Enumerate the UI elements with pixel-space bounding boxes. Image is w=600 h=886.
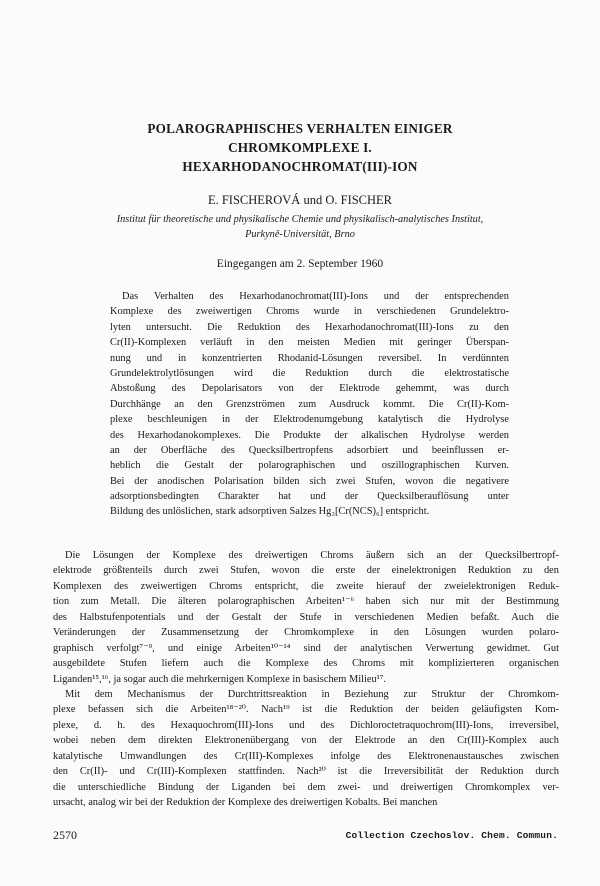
body-line: katalytische Umwandlungen des Cr(III)-Komplexes infolge des Elektronenaustausches zwischen xyxy=(53,750,559,762)
abstract-line: Komplexe des zweiwertigen Chroms wurde in verschiedenen Grundelektro- xyxy=(110,306,509,318)
body-text xyxy=(53,548,559,810)
body-line: den Cr(II)- und Cr(III)-Komplexen stattfinden. Nach²⁰ ist die Irreversibilität der Reduktion durch xyxy=(53,766,559,778)
body-line: elektrode größtenteils durch zwei Stufen, wovon die erste der einelektronigen Reduktion zu den xyxy=(53,565,559,577)
abstract-line: an der Oberfläche des Quecksilbertropfens adsorbiert und beeinflussen er- xyxy=(110,444,509,456)
abstract-line: nung und in konzentrierten Rhodanid-Lösungen reversibel. In verdünnten xyxy=(110,352,509,364)
article-title xyxy=(60,119,540,176)
page-number: 2570 xyxy=(53,828,77,842)
title-line-1: POLAROGRAPHISCHES VERHALTEN EINIGER xyxy=(147,121,453,136)
body-line: plexe, d. h. des Hexaquochrom(III)-Ions und des Dichloroctetraquochrom(III)-Ions, irreversibel, xyxy=(53,719,559,731)
body-line: wobei neben dem direkten Elektronenübergang von der Elektrode an den Cr(III)-Komplex auch xyxy=(53,735,559,747)
authors: E. FISCHEROVÁ und O. FISCHER xyxy=(207,193,393,207)
abstract-line: Cr(II)-Komplexen verläuft in den meisten Medien mit geringer Überspan- xyxy=(110,337,509,349)
body-line: Liganden¹⁵,¹⁶, ja sogar auch die mehrkernigen Komplexe in basischem Milieu¹⁷. xyxy=(53,673,386,685)
journal-name: Collection Czechoslov. Chem. Commun. xyxy=(345,830,558,841)
received-date: Eingegangen am 2. September 1960 xyxy=(216,258,384,270)
body-line: tion zum Metall. Die älteren polarographischen Arbeiten¹⁻⁶ haben sich nur mit der Bestimmung xyxy=(53,596,559,608)
abstract-line: Bildung des unlöslichen, stark adsorptiven Salzes Hg₃[Cr(NCS)₆] entspricht. xyxy=(110,506,430,518)
institute-line-1: Institut für theoretische und physikalische Chemie und physikalisch-analytisches Institut, xyxy=(116,214,484,225)
body-line: plexe befassen sich die Arbeiten¹⁸⁻²⁰. Nach¹⁹ ist die Reduktion der beiden geläufigsten Kom- xyxy=(53,704,559,716)
abstract-line: Durchhänge an den Grenzströmen zum Ausdruck kommt. Die Cr(II)-Kom- xyxy=(110,398,509,410)
abstract-line: adsorptionsbedingten Charakter hat und der Quecksilberauflösung unter xyxy=(110,491,509,503)
body-line: Mit dem Mechanismus der Durchtrittsreaktion in Beziehung zur Struktur der Chromkom- xyxy=(65,688,559,700)
abstract-line: plexe beschleunigen in der Elektrodenumgebung katalytisch die Hydrolyse xyxy=(110,414,509,426)
abstract xyxy=(110,289,509,520)
body-line: Veränderungen der Zusammensetzung der Chromkomplexe in den Lösungen wurden polaro- xyxy=(53,627,559,639)
abstract-line: des Hexarhodanokomplexes. Die Produkte der alkalischen Hydrolyse werden xyxy=(110,429,509,441)
institute xyxy=(60,212,540,242)
body-line: Komplexen des zweiwertigen Chroms entspricht, die zweite hierauf der zweielektronigen Reduk- xyxy=(53,580,559,592)
body-line: des Halbstufenpotentials und der Gestalt der Stufe in verschiedenen Medien befaßt. Auch die xyxy=(53,611,559,623)
body-line: ursacht, analog wir bei der Reduktion der Komplexe des dreiwertigen Kobalts. Bei manchen xyxy=(53,797,438,808)
abstract-line: Grundelektrolytlösungen wird die Reduktion durch die elektrostatische xyxy=(110,367,509,379)
abstract-line: Abstoßung des Depolarisators von der Elektrode gehemmt, was durch xyxy=(110,383,509,395)
body-line: graphisch verfolgt⁷⁻⁹, und einige Arbeiten¹⁰⁻¹⁴ sind der analytischen Verwertung gewidmet. Gut xyxy=(53,642,559,654)
title-line-3: HEXARHODANOCHROMAT(III)-ION xyxy=(182,159,418,174)
abstract-line: Bei der anodischen Polarisation bilden sich zwei Stufen, wovon die negativere xyxy=(110,475,509,487)
institute-line-2: Purkyně-Universität, Brno xyxy=(245,229,355,240)
abstract-line: lyten untersucht. Die Reduktion des Hexarhodanochromat(III)-Ions zu den xyxy=(110,321,509,333)
body-line: ausgebildete Stufen liefern auch die Komplexe des Chroms mit komplizierteren organischen xyxy=(53,658,559,670)
body-line: Die Lösungen der Komplexe des dreiwertigen Chroms äußern sich an der Quecksilbertropf- xyxy=(65,550,559,561)
body-line: die unterschiedliche Bindung der Liganden bei dem zwei- und dreiwertigen Chromkomplex ver- xyxy=(53,781,559,793)
title-line-2: CHROMKOMPLEXE I. xyxy=(228,140,372,155)
abstract-line: heblich die Gestalt der polarographischen und oszillographischen Kurven. xyxy=(110,460,509,472)
abstract-line: Das Verhalten des Hexarhodanochromat(III)-Ions und der entsprechenden xyxy=(122,291,509,302)
